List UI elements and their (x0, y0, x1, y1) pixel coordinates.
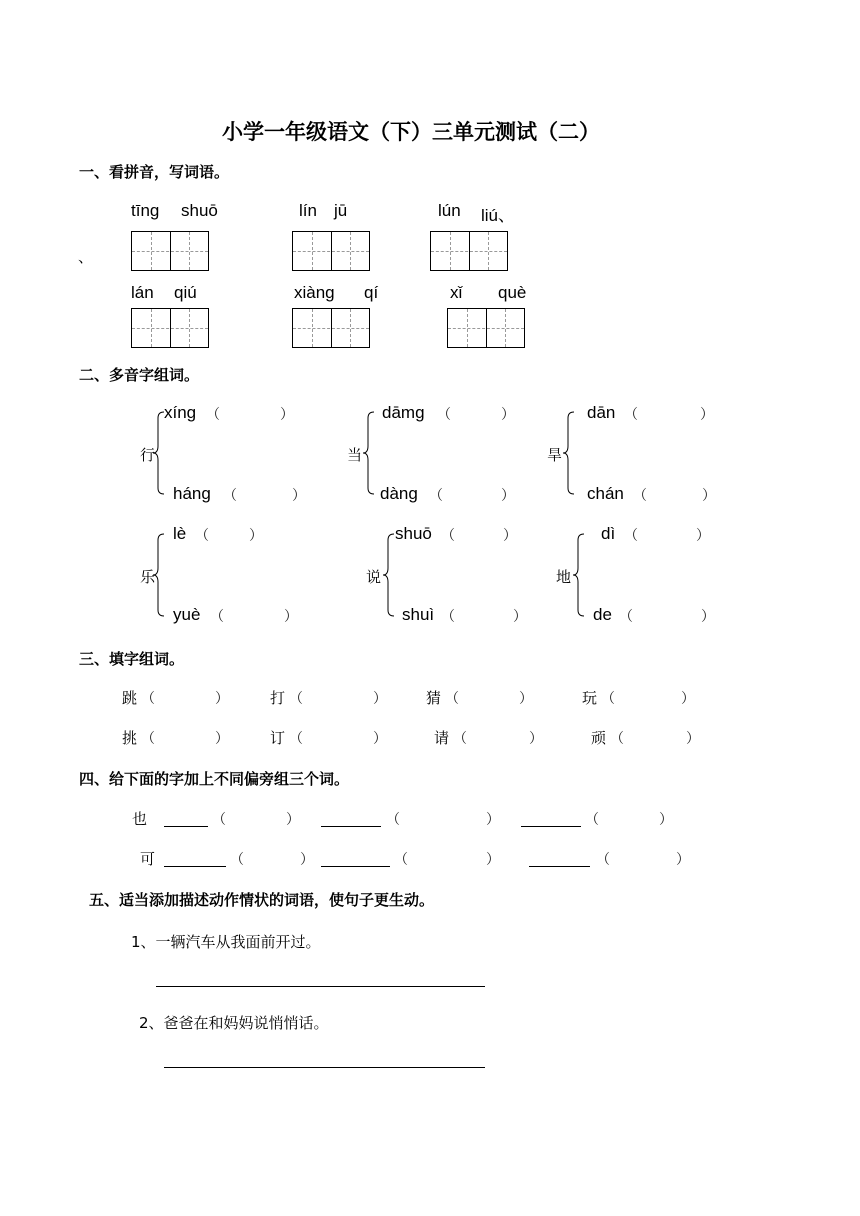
pinyin: xǐ (450, 283, 463, 302)
paren-open: （ (195, 528, 209, 544)
answer-paren[interactable] (437, 404, 515, 424)
paren-close: ） (696, 528, 710, 544)
paren-open: （ (441, 528, 455, 544)
fill-char: 订 (270, 729, 286, 747)
paren-open: （ (386, 812, 400, 828)
writing-grid[interactable] (447, 308, 525, 348)
paren-open: （ (441, 609, 455, 625)
answer-paren[interactable] (195, 525, 263, 545)
paren-open: （ (429, 488, 443, 504)
answer-paren[interactable] (289, 688, 387, 708)
paren-open: （ (206, 407, 220, 423)
radical-char: 可 (140, 850, 156, 868)
paren-close: ） (700, 407, 714, 423)
stray-mark: 、 (78, 248, 94, 266)
answer-paren[interactable] (601, 688, 695, 708)
paren-open: （ (437, 407, 451, 423)
paren-close: ） (519, 691, 533, 707)
writing-grid[interactable] (430, 231, 508, 271)
answer-paren[interactable] (141, 728, 229, 748)
answer-paren[interactable] (289, 728, 387, 748)
fill-char: 顽 (591, 729, 607, 747)
paren-open: （ (289, 731, 303, 747)
answer-paren[interactable] (453, 728, 543, 748)
writing-grid[interactable] (292, 231, 370, 271)
fill-char: 猜 (426, 689, 442, 707)
answer-blank[interactable] (321, 866, 390, 867)
paren-close: ） (529, 731, 543, 747)
answer-blank[interactable] (321, 826, 381, 827)
pinyin: jū (334, 201, 348, 220)
paren-open: （ (596, 852, 610, 868)
answer-paren[interactable] (212, 809, 300, 829)
pinyin-bottom: de (593, 605, 612, 624)
paren-open: （ (453, 731, 467, 747)
paren-close: ） (300, 852, 314, 868)
pinyin: shuō (181, 201, 218, 220)
pinyin: lán (131, 283, 154, 302)
pinyin-bottom: shuì (402, 605, 435, 624)
pinyin-top: dāmg (382, 403, 425, 422)
section-3-heading: 三、填字组词。 (79, 650, 185, 668)
answer-paren[interactable] (394, 849, 500, 869)
fill-char: 玩 (582, 689, 598, 707)
paren-open: （ (633, 488, 647, 504)
answer-blank[interactable] (164, 826, 208, 827)
paren-close: ） (286, 812, 300, 828)
brace-icon (382, 532, 396, 618)
pinyin: lún (438, 201, 461, 220)
polyphone-char: 说 (366, 568, 382, 586)
answer-blank[interactable] (164, 866, 226, 867)
paren-open: （ (141, 691, 155, 707)
paren-open: （ (601, 691, 615, 707)
paren-close: ） (702, 488, 716, 504)
paren-close: ） (681, 691, 695, 707)
answer-paren[interactable] (624, 404, 714, 424)
pinyin-top: shuō (395, 524, 432, 543)
answer-paren[interactable] (610, 728, 700, 748)
answer-paren[interactable] (619, 606, 715, 626)
pinyin: què (498, 283, 527, 302)
polyphone-char: 当 (347, 446, 363, 464)
paren-close: ） (659, 812, 673, 828)
radical-char: 也 (132, 810, 148, 828)
answer-paren[interactable] (585, 809, 673, 829)
brace-icon (572, 532, 586, 618)
answer-blank[interactable] (529, 866, 590, 867)
sentence-prompt: 2、爸爸在和妈妈说悄悄话。 (139, 1014, 329, 1032)
answer-paren[interactable] (624, 525, 710, 545)
fill-char: 打 (270, 689, 286, 707)
fill-char: 请 (434, 729, 450, 747)
fill-char: 跳 (122, 689, 138, 707)
paren-open: （ (141, 731, 155, 747)
paren-close: ） (513, 609, 527, 625)
paren-open: （ (394, 852, 408, 868)
pinyin-bottom: dàng (380, 484, 418, 503)
paren-close: ） (280, 407, 294, 423)
answer-line[interactable] (156, 986, 485, 987)
paren-close: ） (284, 609, 298, 625)
pinyin: qí (364, 283, 379, 302)
paren-open: （ (610, 731, 624, 747)
pinyin: lín (299, 201, 317, 220)
paren-close: ） (215, 731, 229, 747)
pinyin-top: lè (173, 524, 187, 543)
paren-open: （ (624, 407, 638, 423)
page-title: 小学一年级语文（下）三单元测试（二） (222, 120, 600, 144)
pinyin-bottom: chán (587, 484, 624, 503)
pinyin: liú、 (481, 206, 516, 225)
answer-line[interactable] (164, 1067, 485, 1068)
paren-open: （ (210, 609, 224, 625)
writing-grid[interactable] (131, 308, 209, 348)
fill-char: 挑 (122, 729, 138, 747)
sentence-prompt: 1、一辆汽车从我面前开过。 (131, 933, 321, 951)
paren-open: （ (445, 691, 459, 707)
brace-icon (362, 410, 376, 496)
paren-close: ） (503, 528, 517, 544)
answer-paren[interactable] (206, 404, 294, 424)
answer-paren[interactable] (596, 849, 690, 869)
answer-paren[interactable] (633, 485, 716, 505)
answer-paren[interactable] (223, 485, 306, 505)
writing-grid[interactable] (131, 231, 209, 271)
paren-open: （ (223, 488, 237, 504)
paren-open: （ (289, 691, 303, 707)
paren-open: （ (619, 609, 633, 625)
answer-paren[interactable] (230, 849, 314, 869)
writing-grid[interactable] (292, 308, 370, 348)
polyphone-char: 乐 (140, 568, 156, 586)
paren-close: ） (215, 691, 229, 707)
answer-paren[interactable] (210, 606, 298, 626)
paren-close: ） (373, 731, 387, 747)
paren-close: ） (486, 812, 500, 828)
paren-open: （ (624, 528, 638, 544)
brace-icon (562, 410, 576, 496)
pinyin-top: dān (587, 403, 616, 422)
paren-close: ） (486, 852, 500, 868)
pinyin-bottom: yuè (173, 605, 201, 624)
polyphone-char: 地 (556, 568, 572, 586)
pinyin-bottom: háng (173, 484, 211, 503)
section-5-heading: 五、适当添加描述动作情状的词语，使句子更生动。 (89, 891, 435, 909)
paren-close: ） (373, 691, 387, 707)
answer-paren[interactable] (445, 688, 533, 708)
paren-open: （ (230, 852, 244, 868)
polyphone-char: 旱 (547, 446, 563, 464)
paren-close: ） (292, 488, 306, 504)
pinyin: xiàng (294, 283, 335, 302)
answer-paren[interactable] (141, 688, 229, 708)
pinyin-top: xíng (164, 403, 197, 422)
section-1-heading: 一、看拼音，写词语。 (79, 163, 230, 181)
paren-close: ） (686, 731, 700, 747)
answer-paren[interactable] (441, 525, 517, 545)
paren-open: （ (212, 812, 226, 828)
brace-icon (152, 532, 166, 618)
answer-paren[interactable] (386, 809, 500, 829)
pinyin-top: dì (601, 524, 616, 543)
answer-paren[interactable] (441, 606, 527, 626)
answer-blank[interactable] (521, 826, 581, 827)
answer-paren[interactable] (429, 485, 515, 505)
paren-close: ） (501, 407, 515, 423)
section-2-heading: 二、多音字组词。 (79, 366, 200, 384)
pinyin: tīng (131, 201, 160, 220)
paren-close: ） (701, 609, 715, 625)
section-4-heading: 四、给下面的字加上不同偏旁组三个词。 (79, 770, 350, 788)
paren-close: ） (249, 528, 263, 544)
polyphone-char: 行 (140, 446, 156, 464)
pinyin: qiú (174, 283, 197, 302)
paren-close: ） (676, 852, 690, 868)
paren-close: ） (501, 488, 515, 504)
paren-open: （ (585, 812, 599, 828)
